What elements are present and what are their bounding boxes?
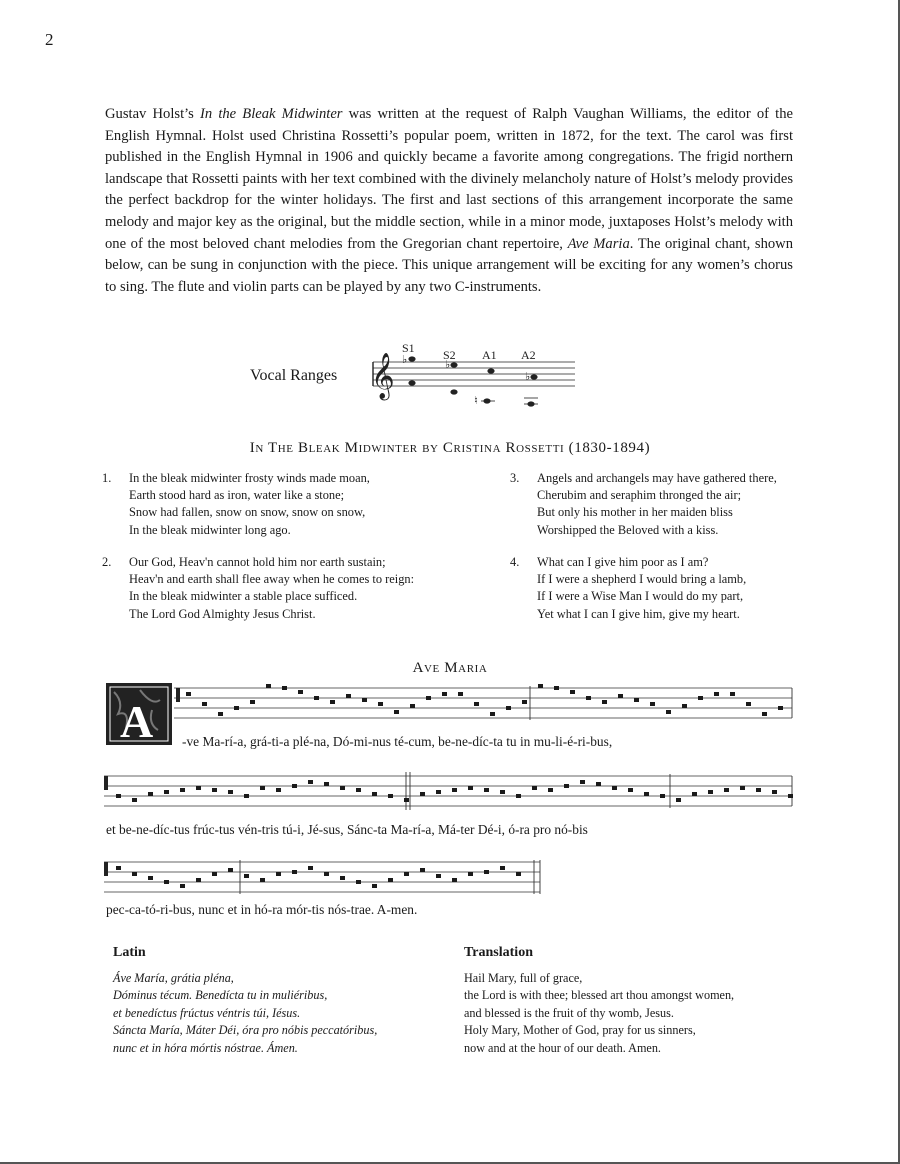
neume [692,792,697,796]
neume [682,704,687,708]
voice-label-s1: S1 [402,341,415,355]
neume [756,788,761,792]
neume [602,700,607,704]
neume [212,788,217,792]
neume [714,692,719,696]
neume [516,794,521,798]
neume [164,880,169,884]
neume [228,790,233,794]
neume [372,792,377,796]
neume [260,786,265,790]
neume [730,692,735,696]
work-title: In the Bleak Midwinter [200,106,343,122]
svg-text:𝄞: 𝄞 [371,353,395,399]
neume [532,786,537,790]
neume [522,700,527,704]
neume [378,702,383,706]
latin-text: Áve María, grátia pléna, Dóminus técum. Benedícta tu in muliéribus, et benedíctus frúctus véntris túi, Iésus. Sáncta María, Máter Déi, óra pro nóbis peccatóribus, nunc et in hóra mórtis nóstrae. Ámen. [113,971,378,1055]
svg-text:♭: ♭ [445,359,451,371]
neume [308,866,313,870]
neume [772,790,777,794]
neume [468,786,473,790]
neume [196,878,201,882]
neume [628,788,633,792]
neume [228,868,233,872]
neume [404,872,409,876]
neume [740,786,745,790]
neume [644,792,649,796]
chant-staves [104,688,792,892]
poem-title: In The Bleak Midwinter by Cristina Rossetti (1830-1894) [249,440,651,456]
neume [212,872,217,876]
neume [554,686,559,690]
neume [244,874,249,878]
neume [618,694,623,698]
neume [148,876,153,880]
svg-text:♭: ♭ [402,354,408,366]
neume [548,788,553,792]
neume [282,686,287,690]
neume [458,692,463,696]
neume [500,790,505,794]
neume [324,782,329,786]
neume [788,794,793,798]
chant-lyrics-line-3: pec-ca-tó-ri-bus, nunc et in hó-ra mór-tis nós-trae. A-men. [106,902,418,917]
neume [266,684,271,688]
latin-heading: Latin [113,945,146,960]
neume [420,792,425,796]
chant-notation [100,680,800,920]
neume [410,704,415,708]
chant-title: Ave Maria [412,660,488,676]
neume [260,878,265,882]
neume [388,794,393,798]
neume [468,872,473,876]
neume [634,698,639,702]
neume [660,794,665,798]
neume [484,788,489,792]
neume [356,880,361,884]
neume [666,710,671,714]
neume [500,866,505,870]
neume [132,798,137,802]
neume [356,788,361,792]
neume [746,702,751,706]
page-number: 2 [45,30,54,49]
neume [612,786,617,790]
neume [506,706,511,710]
neume [538,684,543,688]
voice-label-s2: S2 [443,348,456,362]
neume [164,790,169,794]
neume [180,884,185,888]
neume [148,792,153,796]
neume [346,694,351,698]
svg-text:♮: ♮ [474,395,478,407]
neume [580,780,585,784]
neume [330,700,335,704]
neume [340,786,345,790]
neume [314,696,319,700]
neume [186,692,191,696]
neume [570,690,575,694]
neume [308,780,313,784]
neume [778,706,783,710]
neume [250,700,255,704]
neume [474,702,479,706]
chant-lyrics-line-2: et be-ne-díc-tus frúc-tus vén-tris tú-i, Jé-sus, Sánc-ta Ma-rí-a, Má-ter Dé-i, ó-ra pro nó-bis [106,822,588,837]
neume [298,690,303,694]
neume [218,712,223,716]
neume [708,790,713,794]
neume [116,794,121,798]
neume [586,696,591,700]
neume [180,788,185,792]
neume [292,870,297,874]
translation-heading: Translation [464,945,533,960]
neume [698,696,703,700]
neume [762,712,767,716]
neume [564,784,569,788]
neume [234,706,239,710]
neume [436,790,441,794]
chant-title-ref: Ave Maria [567,235,630,252]
neume [676,798,681,802]
neume [362,698,367,702]
neume [202,702,207,706]
neume [276,788,281,792]
neume [490,712,495,716]
neume [452,788,457,792]
translation-text: Hail Mary, full of grace, the Lord is with thee; blessed art thou amongst women, and blessed is the fruit of thy womb, Jesus. Holy Mary, Mother of God, pray for us sinners, now and at the hour of our death. Amen. [464,971,735,1055]
neume [724,788,729,792]
neume [116,866,121,870]
vocal-ranges-staff [365,338,585,410]
neume [484,870,489,874]
voice-label-a1: A1 [482,348,497,362]
neume [324,872,329,876]
neume [372,884,377,888]
svg-text:A: A [120,696,154,747]
neume [516,872,521,876]
voice-label-a2: A2 [521,348,536,362]
neume [132,872,137,876]
vocal-ranges-label: Vocal Ranges [250,367,338,384]
neume [452,878,457,882]
svg-text:♭: ♭ [525,371,531,383]
neume [420,868,425,872]
neume [404,798,409,802]
neume [442,692,447,696]
chant-lyrics-line-1: -ve Ma-rí-a, grá-ti-a plé-na, Dó-mi-nus té-cum, be-ne-díc-ta tu in mu-li-é-ri-bus, [182,734,613,749]
neume [388,878,393,882]
neume [650,702,655,706]
neume [436,874,441,878]
decorated-initial [106,683,172,747]
neume [340,876,345,880]
neume [426,696,431,700]
neume [596,782,601,786]
neume [196,786,201,790]
intro-paragraph: Gustav Holst’s In the Bleak Midwinter was written at the request of Ralph Vaughan Williams, the editor of the English Hymnal. Holst used Christina Rossetti’s popular poem, written in 1872, for the text. The carol was first published in the English Hymnal in 1906 and quickly became a favorite among congregations. The frigid northern landscape that Rossetti paints with her text combined with the divinely melancholy nature of Holst’s melody provides the perfect backdrop for the winter holidays. The first and last sections of this arrangement incorporate the same melody and major key as the original, but the middle section, while in a minor mode, juxtaposes Holst’s melody with one of the most beloved chant melodies from the Gregorian chant repertoire, Ave Maria. The original chant, shown below, can be sung in conjunction with the piece. This unique arrangement will be exciting for any women’s chorus to sing. The flute and violin parts can be played by any two C-instruments. [105,106,794,295]
neume [292,784,297,788]
neume [276,872,281,876]
neume [394,710,399,714]
neume [244,794,249,798]
